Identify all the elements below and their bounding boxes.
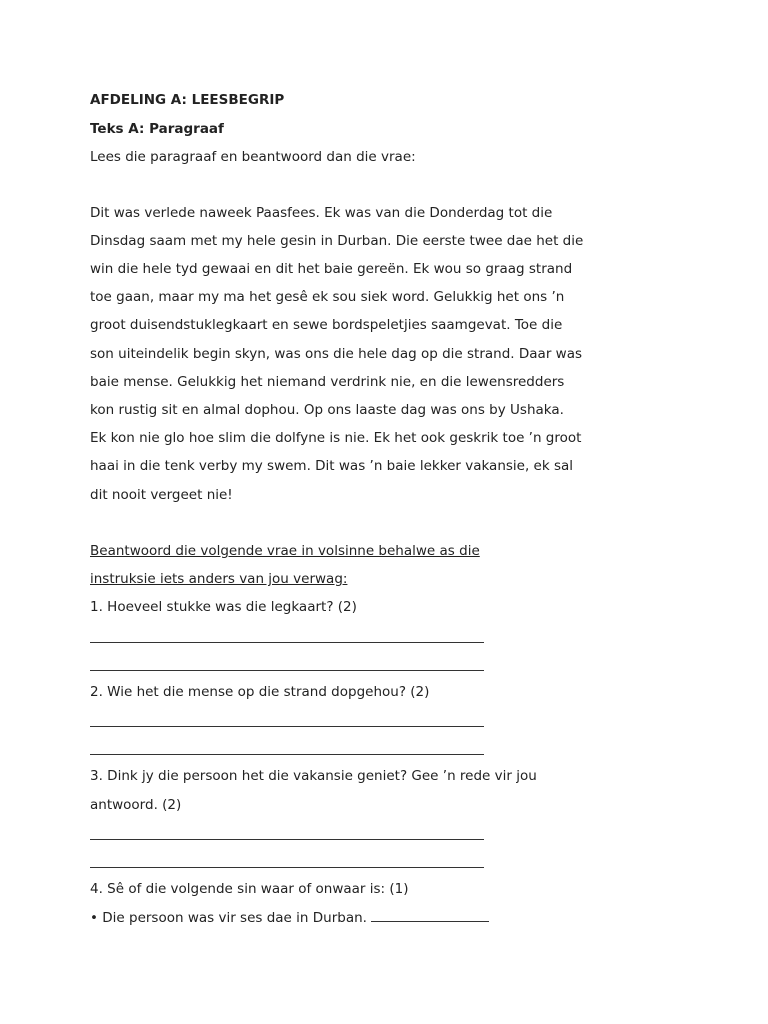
paragraph-line: son uiteindelik begin skyn, was ons die hele dag op die strand. Daar was xyxy=(90,346,583,362)
answer-line-q1[interactable] xyxy=(90,670,484,671)
answer-line-q3[interactable] xyxy=(90,867,484,868)
paragraph-line: Ek kon nie glo hoe slim die dolfyne is nie. Ek het ook geskrik toe ’n groot xyxy=(90,430,582,446)
answer-line-q1[interactable] xyxy=(90,642,484,643)
instruction-line: instruksie iets anders van jou verwag: xyxy=(90,571,348,587)
question-3-continued: antwoord. (2) xyxy=(90,797,182,813)
answer-line-q3[interactable] xyxy=(90,839,484,840)
paragraph-line: haai in die tenk verby my swem. Dit was ’n baie lekker vakansie, ek sal xyxy=(90,458,574,474)
paragraph-line: toe gaan, maar my ma het gesê ek sou siek word. Gelukkig het ons ’n xyxy=(90,289,565,305)
paragraph-line: dit nooit vergeet nie! xyxy=(90,487,233,503)
answer-line-q2[interactable] xyxy=(90,754,484,755)
instruction-line: Beantwoord die volgende vrae in volsinne behalwe as die xyxy=(90,543,480,559)
question-1: 1. Hoeveel stukke was die legkaart? (2) xyxy=(90,599,357,615)
question-3: 3. Dink jy die persoon het die vakansie geniet? Gee ’n rede vir jou xyxy=(90,768,537,784)
question-2: 2. Wie het die mense op die strand dopgehou? (2) xyxy=(90,684,430,700)
answer-line-q2[interactable] xyxy=(90,726,484,727)
paragraph-line: Dit was verlede naweek Paasfees. Ek was van die Donderdag tot die xyxy=(90,205,553,221)
section-heading: AFDELING A: LEESBEGRIP xyxy=(90,92,285,108)
paragraph-line: win die hele tyd gewaai en dit het baie gereën. Ek wou so graag strand xyxy=(90,261,573,277)
text-heading: Teks A: Paragraaf xyxy=(90,121,224,137)
statement-text: • Die persoon was vir ses dae in Durban. xyxy=(90,910,367,926)
paragraph-line: groot duisendstuklegkaart en sewe bordspeletjies saamgevat. Toe die xyxy=(90,317,563,333)
question-4-statement xyxy=(90,907,489,928)
paragraph-line: Dinsdag saam met my hele gesin in Durban. Die eerste twee dae het die xyxy=(90,233,584,249)
paragraph-line: baie mense. Gelukkig het niemand verdrink nie, en die lewensredders xyxy=(90,374,565,390)
paragraph-line: kon rustig sit en almal dophou. Op ons laaste dag was ons by Ushaka. xyxy=(90,402,564,418)
answer-line-q4[interactable] xyxy=(371,907,489,922)
question-4: 4. Sê of die volgende sin waar of onwaar is: (1) xyxy=(90,881,409,897)
intro-text: Lees die paragraaf en beantwoord dan die vrae: xyxy=(90,149,416,165)
